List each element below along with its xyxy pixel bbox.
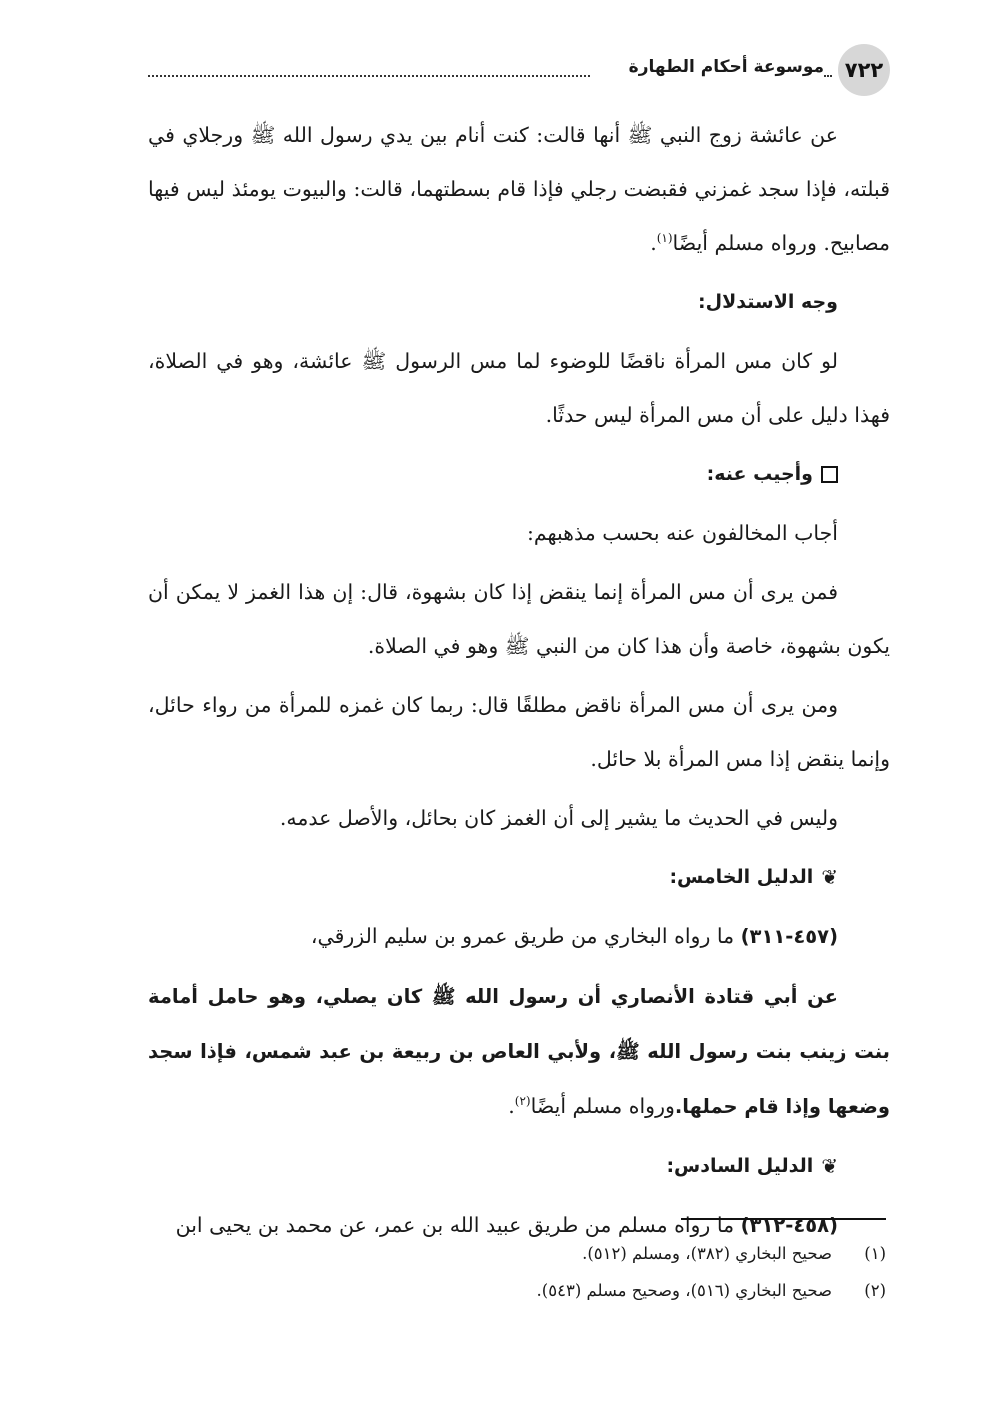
leaf-ornament-icon: ❦ [821, 1154, 838, 1178]
paragraph-text: وليس في الحديث ما يشير إلى أن الغمز كان بحائل، والأصل عدمه. [279, 806, 838, 830]
paragraph-hadith-aisha [148, 108, 890, 270]
paragraph-conclusion [148, 791, 890, 845]
heading-text: الدليل الخامس: [669, 866, 814, 888]
paragraph-text: لو كان مس المرأة ناقضًا للوضوء لما مس الرسول ﷺ عائشة، وهو في الصلاة، فهذا دليل على أن مس المرأة ليس حدثًا. [148, 349, 890, 427]
page-number-badge [838, 44, 890, 96]
punctuation: . [650, 231, 657, 255]
heading-fifth-evidence [148, 850, 890, 904]
punctuation: . [508, 1094, 515, 1118]
heading-text: وجه الاستدلال: [698, 291, 838, 313]
footnote-separator [681, 1218, 886, 1220]
footnotes [146, 1235, 886, 1309]
hadith-number: (٤٥٨-٣١٢) [740, 1214, 838, 1237]
heading-wajh-istidlal [148, 275, 890, 329]
header-dotted-rule-right [824, 75, 832, 77]
paragraph-text: أجاب المخالفون عنه بحسب مذهبهم: [526, 521, 838, 545]
hadith-text-bold: عن أبي قتادة الأنصاري أن رسول الله ﷺ كان يصلي، وهو حامل أمامة بنت زينب بنت رسول الله ﷺ، ولأبي العاص بن ربيعة بن عبد شمس، فإذا سجد وضعها وإذا قام حملها. [148, 985, 890, 1118]
paragraph-absolute-view [148, 678, 890, 786]
hadith-number: (٤٥٧-٣١١) [740, 925, 838, 948]
heading-text: الدليل السادس: [666, 1155, 814, 1177]
heading-response [148, 447, 890, 501]
paragraph-text: ورواه مسلم أيضًا [530, 1094, 675, 1118]
paragraph-argument [148, 334, 890, 442]
main-text [148, 108, 890, 1258]
paragraph-text: ما رواه مسلم من طريق عبيد الله بن عمر، عن محمد بن يحيى ابن [175, 1213, 735, 1237]
footnote-text: صحيح البخاري (٣٨٢)، ومسلم (٥١٢). [582, 1244, 832, 1263]
footnote-number: (٢) [864, 1281, 886, 1300]
footnote-number: (١) [864, 1244, 886, 1263]
paragraph-text: فمن يرى أن مس المرأة إنما ينقض إذا كان بشهوة، قال: إن هذا الغمز لا يمكن أن يكون بشهوة، خاصة وأن هذا كان من النبي ﷺ وهو في الصلاة. [148, 580, 890, 658]
paragraph-text: ما رواه البخاري من طريق عمرو بن سليم الزرقي، [310, 924, 735, 948]
footnote-text: صحيح البخاري (٥١٦)، وصحيح مسلم (٥٤٣). [536, 1281, 832, 1300]
page-number: ٧٢٢ [844, 58, 884, 82]
header-dotted-rule-left [148, 75, 590, 77]
paragraph-text: ومن يرى أن مس المرأة ناقض مطلقًا قال: ربما كان غمزه للمرأة من رواء حائل، وإنما ينقض إذا مس المرأة بلا حائل. [148, 693, 890, 771]
leaf-ornament-icon: ❦ [821, 865, 838, 889]
heading-sixth-evidence [148, 1139, 890, 1193]
paragraph-text: عن عائشة زوج النبي ﷺ أنها قالت: كنت أنام بين يدي رسول الله ﷺ ورجلاي في قبلته، فإذا سجد غمزني فقبضت رجلي فإذا قام بسطتهما، قالت: والبيوت يومئذ ليس فيها مصابيح. ورواه مسلم أيضًا [148, 123, 890, 255]
footnote-1 [146, 1235, 886, 1272]
page-header [148, 44, 890, 94]
footnote-ref-2[interactable]: (٢) [514, 1094, 531, 1109]
paragraph-hadith-457 [148, 909, 890, 964]
paragraph-desire-view [148, 565, 890, 673]
footnote-ref-1[interactable]: (١) [656, 231, 673, 246]
paragraph-opponents [148, 506, 890, 560]
heading-text: وأجيب عنه: [706, 463, 813, 485]
footnote-2 [146, 1272, 886, 1309]
square-bullet-icon [821, 466, 838, 483]
paragraph-hadith-abu-qatada [148, 969, 890, 1134]
running-title: موسوعة أحكام الطهارة [628, 57, 824, 77]
